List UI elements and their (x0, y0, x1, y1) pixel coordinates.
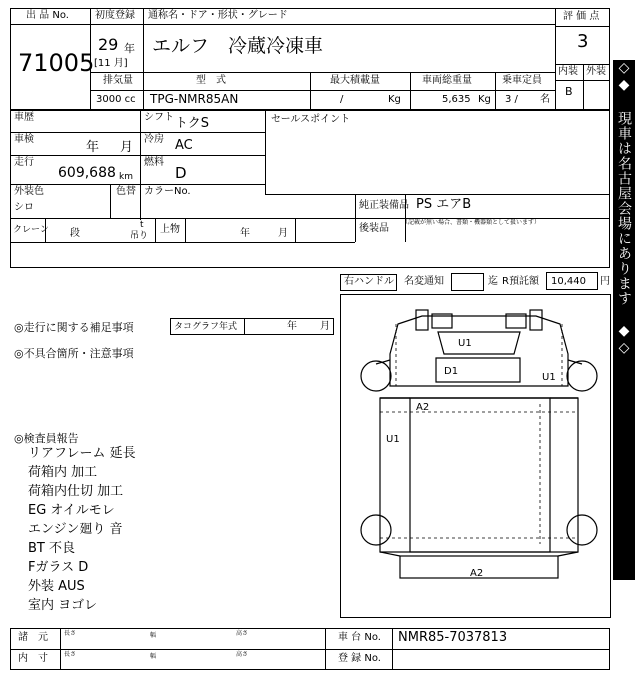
inspector-item: BT 不良 (28, 541, 75, 556)
inspector-item: 荷箱内 加工 (28, 465, 98, 480)
name-change-label: 名変通知 (404, 276, 444, 287)
exterior-grade-label: 外装 (586, 66, 606, 77)
location-banner-text: ◇◆ 現車は名古屋会場にあります ◆◇ (616, 60, 632, 357)
mileage-value: 609,688 (58, 165, 116, 181)
inspection-year: 年 (86, 140, 100, 155)
mark-right-side: U1 (542, 372, 556, 383)
type-label: 型 式 (196, 75, 226, 86)
inspection-month: 月 (120, 140, 134, 155)
inspector-item: 外装 AUS (28, 579, 85, 594)
mark-box-left: U1 (386, 434, 400, 445)
inspector-item: 室内 ヨゴレ (28, 598, 98, 613)
shift-value: トクS (175, 116, 209, 131)
gross-weight-label: 車両総重量 (422, 75, 472, 86)
overall-grade: 3 (577, 31, 589, 52)
gross-weight-unit: Kg (478, 94, 491, 105)
first-registration-label: 初度登録 (95, 10, 135, 21)
capacity-label: 乗車定員 (502, 75, 542, 86)
interior-height-label: 高さ (236, 651, 249, 658)
interior-length-label: 長さ (64, 651, 77, 658)
ac-label: 冷房 (144, 134, 164, 145)
truck-diagram (340, 294, 611, 618)
color-number-label: カラーNo. (144, 186, 191, 197)
aftermarket-label: 後装品 (359, 223, 389, 234)
interior-width-label: 幅 (150, 653, 157, 660)
inspector-item: リアフレーム 延長 (28, 446, 136, 461)
recycle-unit: 円 (600, 276, 610, 287)
displacement: 3000 cc (96, 94, 136, 105)
tachograph-label: タコグラフ年式 (174, 322, 238, 332)
lot-number-label: 出 品 No. (26, 10, 69, 21)
lot-number: 71005 (18, 49, 95, 77)
mark-front-top: U1 (458, 338, 472, 349)
deck-month: 月 (278, 228, 288, 239)
interior-dimensions-label: 内 寸 (18, 653, 48, 664)
displacement-label: 排気量 (103, 75, 133, 86)
crane-ton: t (140, 220, 144, 230)
genuine-equipment-label: 純正装備品 (359, 200, 409, 211)
registration-number-label: 登 録 No. (338, 653, 381, 664)
crane-lift: 吊り (130, 231, 149, 241)
max-load-label: 最大積載量 (330, 75, 380, 86)
dimension-length-label: 長さ (64, 630, 77, 637)
mark-box-center: A2 (416, 402, 430, 413)
exterior-color-label: 外装色 (14, 186, 44, 197)
defects-label: ◎不具合箇所・注意事項 (14, 347, 134, 360)
registration-month: [11 月] (94, 58, 128, 69)
genuine-equipment: PS エアB (416, 197, 472, 212)
capacity: 3 / (505, 94, 518, 105)
location-banner (613, 60, 635, 580)
interior-grade-label: 内装 (558, 66, 578, 77)
details-frame (10, 110, 610, 268)
inspector-item: Fガラス D (28, 560, 89, 575)
mileage-label: 走行 (14, 157, 34, 168)
mark-rear: A2 (470, 568, 484, 579)
inspector-report-label: ◎検査員報告 (14, 432, 79, 445)
dimension-width-label: 幅 (150, 632, 157, 639)
inspector-item: 荷箱内仕切 加工 (28, 484, 124, 499)
dimensions-label: 諸 元 (18, 632, 48, 643)
tachograph-year: 年 (287, 321, 297, 332)
deck-year: 年 (240, 228, 250, 239)
car-name: エルフ 冷蔵冷凍車 (152, 35, 324, 57)
mileage-unit: km (119, 172, 133, 182)
registration-year: 29 (98, 35, 119, 54)
gross-weight: 5,635 (442, 94, 471, 105)
history-label: 車歴 (14, 112, 34, 123)
exterior-color: シロ (14, 202, 34, 213)
grade-label: 評 価 点 (563, 11, 600, 22)
chassis-number-label: 車 台 No. (338, 632, 381, 643)
fuel-label: 燃料 (144, 157, 164, 168)
max-load: / (340, 94, 344, 105)
chassis-number: NMR85-7037813 (398, 630, 508, 645)
inspector-item: エンジン廻り 音 (28, 522, 123, 537)
interior-grade: B (565, 85, 573, 98)
registration-year-unit: 年 (124, 42, 135, 55)
ac-value: AC (175, 138, 193, 153)
crane-label: クレーン (13, 225, 49, 235)
right-hand-label: 右ハンドル (344, 276, 394, 287)
aftermarket-note: （記載が無い場合、書類・機器類として扱います） (402, 219, 541, 226)
deck-label: 上物 (160, 224, 180, 235)
recycle-label: R預託額 (502, 276, 539, 287)
color-change-label: 色替 (116, 186, 136, 197)
fuel-value: D (175, 164, 187, 182)
dimension-height-label: 高さ (236, 630, 249, 637)
inspector-item: EG オイルモレ (28, 503, 115, 518)
shift-label: シフト (144, 112, 174, 123)
model-code: TPG-NMR85AN (150, 92, 239, 106)
max-load-unit: Kg (388, 94, 401, 105)
crane-stage: 段 (70, 228, 80, 239)
recycle-amount: 10,440 (551, 276, 586, 287)
running-notes-label: ◎走行に関する補足事項 (14, 321, 134, 334)
deposit-label: 迄 (488, 276, 498, 287)
inspection-label: 車検 (14, 134, 34, 145)
mark-cab-top: D1 (444, 366, 459, 377)
sales-point-label: セールスポイント (271, 114, 351, 125)
model-heading: 通称名・ドア・形状・グレード (148, 10, 288, 21)
capacity-unit: 名 (540, 94, 550, 105)
tachograph-month: 月 (320, 321, 330, 332)
name-change-box (451, 273, 484, 291)
